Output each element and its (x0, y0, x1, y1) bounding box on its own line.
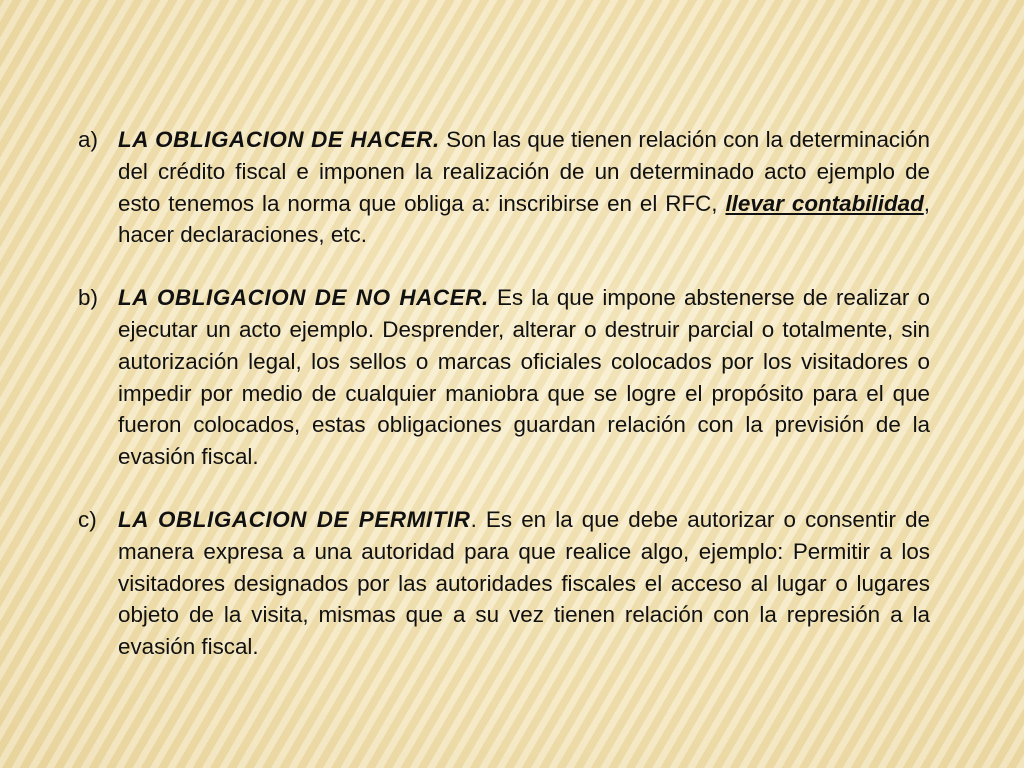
list-item-c (78, 504, 930, 663)
list-marker: c) (78, 506, 97, 532)
list-marker: b) (78, 285, 98, 311)
item-heading: LA OBLIGACION DE PERMITIR (118, 506, 471, 532)
item-text: Es la que impone abstenerse de realizar o ejecutar un acto ejemplo. Desprender, alterar o destruir parcial o totalmente, sin autorización legal, los sellos o marcas oficiales colocados por los visitadores o impedir por medio de cualquier maniobra que se logre el propósito para el que fueron colocados, estas obligaciones guardan relación con la previsión de la evasión fiscal. (118, 285, 930, 470)
slide-content (78, 124, 930, 694)
list-item-b (78, 282, 930, 473)
item-emphasis: llevar contabilidad (725, 190, 924, 216)
list-marker: a) (78, 127, 98, 152)
list-item-a (78, 124, 930, 251)
item-text: . Es en la que debe autorizar o consentir de manera expresa a una autoridad para que realice algo, ejemplo: Permitir a los visitadores designados por las autoridades fiscales el acceso al lugar o lugares objeto de la visita, mismas que a su vez tienen relación con la represión a la evasión fiscal. (118, 506, 930, 660)
item-heading: LA OBLIGACION DE NO HACER. (118, 285, 489, 311)
item-text-end: , hacer declaraciones, etc. (118, 190, 930, 248)
item-heading: LA OBLIGACION DE HACER. (118, 127, 440, 152)
item-text: Son las que tienen relación con la determinación del crédito fiscal e imponen la realización de un determinado acto ejemplo de esto tenemos la norma que obliga a: inscribirse en el RFC, (118, 127, 930, 216)
